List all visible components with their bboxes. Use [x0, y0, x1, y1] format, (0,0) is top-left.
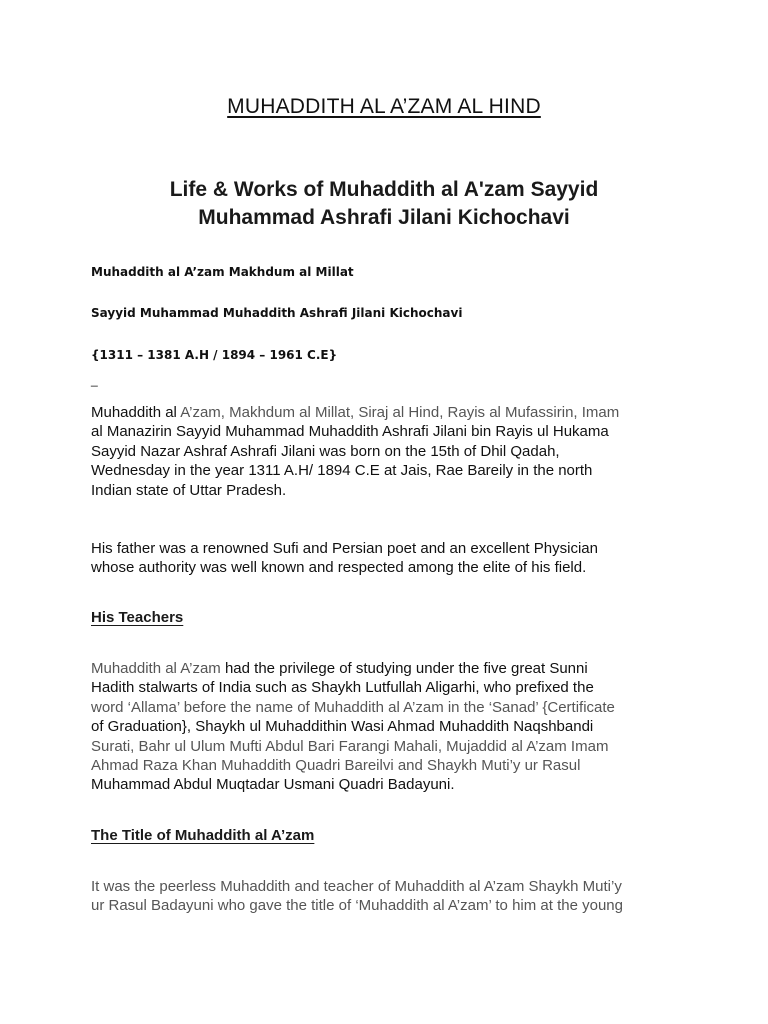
paragraph-line: His father was a renowned Sufi and Persian poet and an excellent Physician	[91, 540, 598, 557]
paragraph-line	[91, 659, 691, 678]
paragraph-line: Indian state of Uttar Pradesh.	[91, 481, 287, 499]
dash-mark: _	[91, 373, 98, 387]
paragraph-line: Ahmad Raza Khan Muhaddith Quadri Bareilvi and Shaykh Muti’y ur Rasul	[91, 757, 581, 775]
text-run: had the privilege of studying under the five great Sunni	[220, 660, 588, 677]
text-run-grey: A’zam, Makhdum al Millat, Siraj al Hind, Rayis al Mufassirin, Imam	[180, 404, 620, 421]
paragraph-line: word ‘Allama’ before the name of Muhaddith al A’zam in the ‘Sanad’ {Certificate	[91, 698, 615, 716]
paragraph-father	[91, 539, 691, 578]
paragraph-line: Sayyid Nazar Ashraf Ashrafi Jilani was born on the 15th of Dhil Qadah,	[91, 442, 560, 460]
bold-line-dates: {1311 – 1381 A.H / 1894 – 1961 C.E}	[91, 348, 338, 362]
paragraph-line: Surati, Bahr ul Ulum Mufti Abdul Bari Farangi Mahali, Mujaddid al A’zam Imam	[91, 737, 609, 755]
paragraph-line: of Graduation}, Shaykh ul Muhaddithin Wasi Ahmad Muhaddith Naqshbandi	[91, 718, 594, 736]
paragraph-line: al Manazirin Sayyid Muhammad Muhaddith Ashrafi Jilani bin Rayis ul Hukama	[91, 423, 609, 441]
section-heading-teachers: His Teachers	[91, 609, 184, 626]
paragraph-line: whose authority was well known and respected among the elite of his field.	[91, 559, 587, 577]
paragraph-line: ur Rasul Badayuni who gave the title of ‘Muhaddith al A’zam’ to him at the young	[91, 897, 623, 915]
document-title: MUHADDITH AL A’ZAM AL HIND	[227, 95, 541, 118]
paragraph-birth	[91, 403, 691, 500]
bold-line-honorific: Muhaddith al A’zam Makhdum al Millat	[91, 265, 354, 279]
paragraph-line: Muhammad Abdul Muqtadar Usmani Quadri Badayuni.	[91, 776, 455, 794]
section-heading-title: The Title of Muhaddith al A’zam	[91, 827, 315, 844]
paragraph-teachers	[91, 659, 691, 795]
paragraph-line: Hadith stalwarts of India such as Shaykh Lutfullah Aligarhi, who prefixed the	[91, 679, 594, 697]
subtitle-line-2: Muhammad Ashrafi Jilani Kichochavi	[198, 206, 570, 229]
subtitle-line-1: Life & Works of Muhaddith al A'zam Sayyid	[169, 178, 599, 201]
bold-line-fullname: Sayyid Muhammad Muhaddith Ashrafi Jilani Kichochavi	[91, 306, 463, 320]
paragraph-line: It was the peerless Muhaddith and teacher of Muhaddith al A’zam Shaykh Muti’y	[91, 878, 622, 895]
paragraph-title	[91, 877, 691, 916]
text-run: Muhaddith al	[91, 404, 181, 421]
paragraph-line: Wednesday in the year 1311 A.H/ 1894 C.E at Jais, Rae Bareily in the north	[91, 462, 593, 480]
paragraph-line	[91, 403, 691, 422]
text-run-grey: Muhaddith al A’zam	[91, 660, 221, 677]
document-subtitle	[0, 176, 768, 232]
